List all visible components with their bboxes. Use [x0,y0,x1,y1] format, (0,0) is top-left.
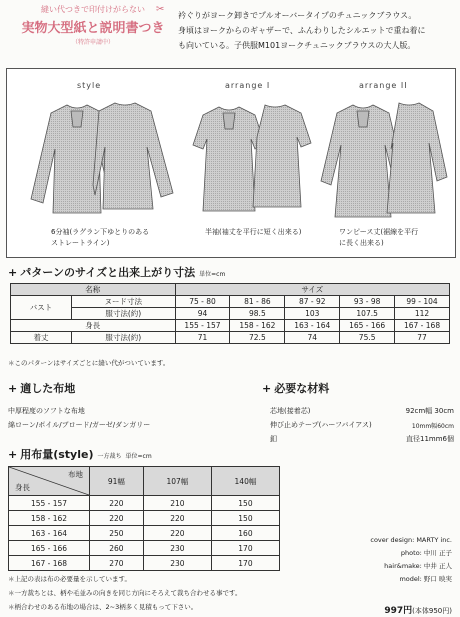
fabric-section-title [8,380,75,396]
fabric-title-text: 適した布地 [20,382,76,395]
header-tagline [18,4,168,46]
table-row [11,320,450,332]
table-row [11,284,450,296]
table-cell: 220 [90,511,144,526]
table-cell: 270 [90,556,144,571]
material-label: 伸び止めテープ(ハーフバイアス) [270,421,372,429]
size-header-name: 名称 [11,284,176,296]
material-value: 10mm幅60cm [411,423,454,430]
yardage-table [8,466,280,571]
description-line1: 衿ぐりがヨーク卸きでプルオーバータイプのチュニックブラウス。 [178,11,417,20]
plus-icon: + [8,448,18,461]
arrange1-label: arrange I [225,81,271,90]
arrange1-caption-line1: 半袖(袖丈を平行に短く出来る) [205,228,302,236]
table-cell: 170 [211,556,279,571]
table-cell: 112 [395,308,450,320]
credit-photo: photo: 中川 正子 [400,549,452,557]
material-value: 直径11mm6個 [406,435,454,443]
table-row [11,332,450,344]
size-section-title [8,264,225,280]
table-row [9,541,280,556]
description-line3: も向いている。子供服M101ヨークチュニックブラウスの大人版。 [178,41,416,50]
yardage-note1: 一方裁ち [97,453,122,460]
table-cell: 160 [211,526,279,541]
width-header: 140幅 [211,467,279,496]
table-cell: 250 [90,526,144,541]
description-line2: 身頃はヨークからのギャザーで、ふんわりしたシルエットで重ね着に [178,26,426,35]
price-note: (本体950円) [412,607,452,615]
arrange2-label: arrange II [359,81,408,90]
materials-title-text: 必要な材料 [274,382,330,395]
table-cell: 158 - 162 [230,320,285,332]
size-note: ＊このパターンはサイズごとに縫い代がついています。 [8,359,170,367]
table-cell: 155 - 157 [9,496,90,511]
plus-icon: + [8,382,18,395]
size-table [10,283,450,344]
arrange2-caption-line2: に長く出来る) [339,239,384,247]
yardage-note-c: ＊柄合わせのある布地の場合は、2~3柄多く見積もって下さい。 [8,603,198,611]
table-cell: 158 - 162 [9,511,90,526]
material-item-2 [270,420,454,430]
table-cell: 72.5 [230,332,285,344]
yardage-note-b: ＊一方裁ちとは、柄や毛並みの向きを同じ方向にそろえて裁ち合わせる事です。 [8,589,242,597]
table-cell: 155 - 157 [175,320,230,332]
table-cell: 220 [143,511,211,526]
fabric-header: 布地 [68,470,83,479]
width-header: 91幅 [90,467,144,496]
finished-label: 服寸法(約) [72,308,176,320]
style-caption-line1: 6分袖(ラグラン下ゆとりのある [51,228,150,236]
table-cell: 75 - 80 [175,296,230,308]
table-row [11,296,450,308]
table-cell: 210 [143,496,211,511]
table-row [11,308,450,320]
price-block [384,598,452,617]
description [178,8,448,53]
tagline-line3: （特許申請中） [71,39,114,46]
yardage-note-a: ＊上記の表は布の必要量を示しています。 [8,575,131,583]
table-cell: 71 [175,332,230,344]
table-cell: 167 - 168 [395,320,450,332]
length-label: 着丈 [11,332,72,344]
table-cell: 150 [211,496,279,511]
table-cell: 93 - 98 [340,296,395,308]
size-title-text: パターンのサイズと出来上がり寸法 [20,266,196,279]
table-cell: 167 - 168 [9,556,90,571]
table-cell: 75.5 [340,332,395,344]
nude-label: ヌード寸法 [72,296,176,308]
height-header: 身長 [15,483,30,492]
style-caption-line2: ストレートライン) [51,239,110,247]
table-row [9,526,280,541]
table-cell: 220 [90,496,144,511]
illustration-panel [6,68,456,258]
yardage-section-title [8,446,152,462]
finished-label: 服寸法(約) [72,332,176,344]
table-cell: 150 [211,511,279,526]
table-cell: 163 - 164 [285,320,340,332]
table-cell: 103 [285,308,340,320]
width-header: 107幅 [143,467,211,496]
arrange1-caption [205,227,301,238]
table-cell: 94 [175,308,230,320]
material-value: 92cm幅 30cm [405,407,454,415]
yardage-unit: 単位=cm [125,453,152,460]
credit-cover: cover design: MARTY inc. [370,536,452,544]
yardage-title-text: 用布量(style) [20,448,94,461]
credit-hair: hair&make: 中井 正人 [384,562,452,570]
yardage-corner [9,467,90,496]
table-cell: 81 - 86 [230,296,285,308]
style-back-drawing [93,103,173,209]
plus-icon: + [262,382,272,395]
garment-drawings [7,89,455,239]
table-cell: 74 [285,332,340,344]
table-cell: 163 - 164 [9,526,90,541]
table-row [9,467,280,496]
table-cell: 99 - 104 [395,296,450,308]
tagline-line2: 実物大型紙と説明書つき [21,21,165,36]
credit-model: model: 野口 映実 [399,575,452,583]
fabric-line2: 綿ローン/ボイル/ブロード/ガーゼ/ダンガリー [8,421,151,429]
tagline-line1: 縫い代つきで印付けがらない [41,5,145,14]
table-cell: 170 [211,541,279,556]
table-cell: 107.5 [340,308,395,320]
table-cell: 77 [395,332,450,344]
bust-label: バスト [11,296,72,320]
material-label: 芯地(接着芯) [270,407,311,415]
arrange2-caption-line1: ワンピース丈(裾線を平行 [339,228,419,236]
table-cell: 220 [143,526,211,541]
scissors-icon: ✂ [156,4,165,15]
credits [370,534,452,586]
table-cell: 230 [143,541,211,556]
arrange2-caption [339,227,418,249]
size-header-size: サイズ [175,284,449,296]
material-item-3 [270,434,454,444]
style-caption [51,227,149,249]
table-row [9,496,280,511]
table-cell: 98.5 [230,308,285,320]
price: 997円 [384,606,413,616]
material-item-1 [270,406,454,416]
size-unit: 単位=cm [199,271,226,278]
table-cell: 87 - 92 [285,296,340,308]
table-cell: 165 - 166 [9,541,90,556]
plus-icon: + [8,266,18,279]
table-cell: 230 [143,556,211,571]
materials-section-title [262,380,329,396]
table-row [9,556,280,571]
style-label: style [77,81,102,90]
arrange1-back-drawing [253,105,311,207]
arrange2-back-drawing [387,103,447,213]
fabric-line1: 中厚程度のソフトな布地 [8,407,85,415]
table-row [9,511,280,526]
material-label: 釦 [270,435,277,443]
table-cell: 260 [90,541,144,556]
table-cell: 165 - 166 [340,320,395,332]
height-label: 身長 [11,320,176,332]
